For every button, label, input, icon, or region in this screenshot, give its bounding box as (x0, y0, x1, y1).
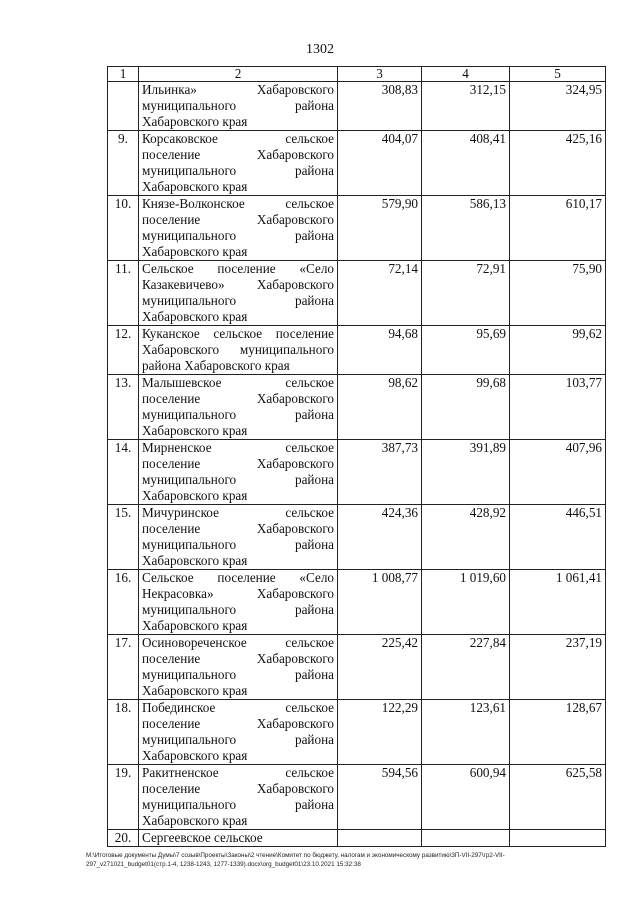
settlement-name (139, 375, 338, 440)
header-col-3: 3 (338, 67, 422, 82)
page-number: 1302 (306, 42, 334, 57)
settlement-name (139, 570, 338, 635)
table-row (108, 765, 606, 830)
settlement-name-line: Хабаровского края (142, 423, 248, 438)
settlement-name (139, 261, 338, 326)
table-row (108, 196, 606, 261)
table-row (108, 570, 606, 635)
settlement-name-line: Куканское сельское поселение (142, 326, 334, 341)
table-row (108, 440, 606, 505)
value-col-3: 424,36 (338, 505, 422, 570)
value-col-3: 98,62 (338, 375, 422, 440)
settlement-name-line: поселение Хабаровского (142, 781, 334, 796)
value-col-3: 404,07 (338, 131, 422, 196)
settlement-name-line: муниципального района (142, 163, 334, 178)
value-col-3: 1 008,77 (338, 570, 422, 635)
row-number: 20. (108, 830, 139, 847)
row-number: 18. (108, 700, 139, 765)
settlement-name-line: Ильинка» Хабаровского (142, 82, 334, 97)
budget-table-body (108, 67, 606, 847)
settlement-name-line: района Хабаровского края (142, 358, 290, 373)
table-row (108, 830, 606, 847)
table-row (108, 505, 606, 570)
header-col-2: 2 (139, 67, 338, 82)
settlement-name-line: муниципального района (142, 537, 334, 552)
settlement-name-line: муниципального района (142, 667, 334, 682)
settlement-name-line: Сельское поселение «Село (142, 261, 334, 276)
row-number: 16. (108, 570, 139, 635)
settlement-name-line: Хабаровского края (142, 244, 248, 259)
settlement-name-line: Хабаровского края (142, 813, 248, 828)
value-col-5: 103,77 (510, 375, 606, 440)
footer-line-2: 297_v271021_budget01(стр.1-4, 1238-1243, 1277-1339).docx\org_budget01\23.10.2021 15:32:38 (86, 861, 361, 868)
row-number: 17. (108, 635, 139, 700)
settlement-name-line: поселение Хабаровского (142, 716, 334, 731)
settlement-name-line: муниципального района (142, 228, 334, 243)
value-col-3: 594,56 (338, 765, 422, 830)
row-number: 13. (108, 375, 139, 440)
table-row (108, 82, 606, 131)
settlement-name-line: поселение Хабаровского (142, 212, 334, 227)
value-col-3: 579,90 (338, 196, 422, 261)
row-number: 19. (108, 765, 139, 830)
table-row (108, 375, 606, 440)
value-col-4: 408,41 (422, 131, 510, 196)
value-col-5: 99,62 (510, 326, 606, 375)
settlement-name-line: муниципального района (142, 602, 334, 617)
table-row (108, 635, 606, 700)
value-col-4: 1 019,60 (422, 570, 510, 635)
settlement-name (139, 635, 338, 700)
value-col-4: 312,15 (422, 82, 510, 131)
settlement-name (139, 830, 338, 847)
table-header-row (108, 67, 606, 82)
value-col-3: 225,42 (338, 635, 422, 700)
settlement-name-line: Мичуринское сельское (142, 505, 334, 520)
footer-line-1: M:\Итоговые документы Думы\7 созыв\Проекты\Законы\2 чтение\Комитет по бюджету, налогам и экономическому развитию\3П-VII-297\гр2-VII- (86, 852, 505, 859)
settlement-name-line: Ракитненское сельское (142, 765, 334, 780)
table-row (108, 700, 606, 765)
settlement-name-line: Хабаровского края (142, 179, 248, 194)
value-col-5: 75,90 (510, 261, 606, 326)
value-col-5: 237,19 (510, 635, 606, 700)
settlement-name (139, 131, 338, 196)
value-col-3: 387,73 (338, 440, 422, 505)
row-number: 9. (108, 131, 139, 196)
table-row (108, 261, 606, 326)
document-footer-path (86, 851, 626, 869)
settlement-name (139, 82, 338, 131)
settlement-name-line: Малышевское сельское (142, 375, 334, 390)
settlement-name-line: Мирненское сельское (142, 440, 334, 455)
settlement-name (139, 440, 338, 505)
settlement-name-line: муниципального района (142, 472, 334, 487)
header-col-4: 4 (422, 67, 510, 82)
settlement-name (139, 505, 338, 570)
value-col-4: 123,61 (422, 700, 510, 765)
value-col-5: 425,16 (510, 131, 606, 196)
value-col-4: 95,69 (422, 326, 510, 375)
row-number: 11. (108, 261, 139, 326)
settlement-name-line: муниципального района (142, 293, 334, 308)
value-col-3: 72,14 (338, 261, 422, 326)
settlement-name-line: муниципального района (142, 797, 334, 812)
row-number: 12. (108, 326, 139, 375)
settlement-name-line: Князе-Волконское сельское (142, 196, 334, 211)
settlement-name-line: Хабаровского муниципального (142, 342, 334, 357)
value-col-4: 586,13 (422, 196, 510, 261)
settlement-name-line: Хабаровского края (142, 553, 248, 568)
table-row (108, 326, 606, 375)
row-number: 15. (108, 505, 139, 570)
value-col-3: 308,83 (338, 82, 422, 131)
table-row (108, 131, 606, 196)
settlement-name-line: Осиновореченское сельское (142, 635, 334, 650)
settlement-name (139, 765, 338, 830)
settlement-name-line: муниципального района (142, 407, 334, 422)
settlement-name-line: поселение Хабаровского (142, 391, 334, 406)
settlement-name-line: Некрасовка» Хабаровского (142, 586, 334, 601)
value-col-3: 94,68 (338, 326, 422, 375)
value-col-4: 99,68 (422, 375, 510, 440)
settlement-name-line: Хабаровского края (142, 618, 248, 633)
settlement-name-line: Побединское сельское (142, 700, 334, 715)
settlement-name (139, 196, 338, 261)
settlement-name-line: Сергеевское сельское (142, 830, 263, 845)
row-number (108, 82, 139, 131)
settlement-name-line: поселение Хабаровского (142, 147, 334, 162)
budget-table (107, 66, 606, 847)
settlement-name (139, 326, 338, 375)
settlement-name-line: Сельское поселение «Село (142, 570, 334, 585)
value-col-3: 122,29 (338, 700, 422, 765)
settlement-name-line: Хабаровского края (142, 488, 248, 503)
settlement-name-line: муниципального района (142, 732, 334, 747)
value-col-5: 324,95 (510, 82, 606, 131)
row-number: 10. (108, 196, 139, 261)
settlement-name-line: Хабаровского края (142, 683, 248, 698)
value-col-4: 600,94 (422, 765, 510, 830)
value-col-4: 391,89 (422, 440, 510, 505)
settlement-name-line: Хабаровского края (142, 309, 248, 324)
value-col-5: 446,51 (510, 505, 606, 570)
value-col-5: 610,17 (510, 196, 606, 261)
value-col-4: 72,91 (422, 261, 510, 326)
value-col-5: 407,96 (510, 440, 606, 505)
value-col-5: 1 061,41 (510, 570, 606, 635)
settlement-name-line: поселение Хабаровского (142, 651, 334, 666)
row-number: 14. (108, 440, 139, 505)
settlement-name-line: Хабаровского края (142, 748, 248, 763)
header-col-5: 5 (510, 67, 606, 82)
value-col-4 (422, 830, 510, 847)
settlement-name-line: поселение Хабаровского (142, 456, 334, 471)
settlement-name-line: Хабаровского края (142, 114, 248, 129)
header-col-1: 1 (108, 67, 139, 82)
value-col-4: 428,92 (422, 505, 510, 570)
value-col-5: 128,67 (510, 700, 606, 765)
settlement-name (139, 700, 338, 765)
value-col-5: 625,58 (510, 765, 606, 830)
settlement-name-line: Казакевичево» Хабаровского (142, 277, 334, 292)
value-col-5 (510, 830, 606, 847)
settlement-name-line: Корсаковское сельское (142, 131, 334, 146)
value-col-4: 227,84 (422, 635, 510, 700)
value-col-3 (338, 830, 422, 847)
settlement-name-line: поселение Хабаровского (142, 521, 334, 536)
settlement-name-line: муниципального района (142, 98, 334, 113)
